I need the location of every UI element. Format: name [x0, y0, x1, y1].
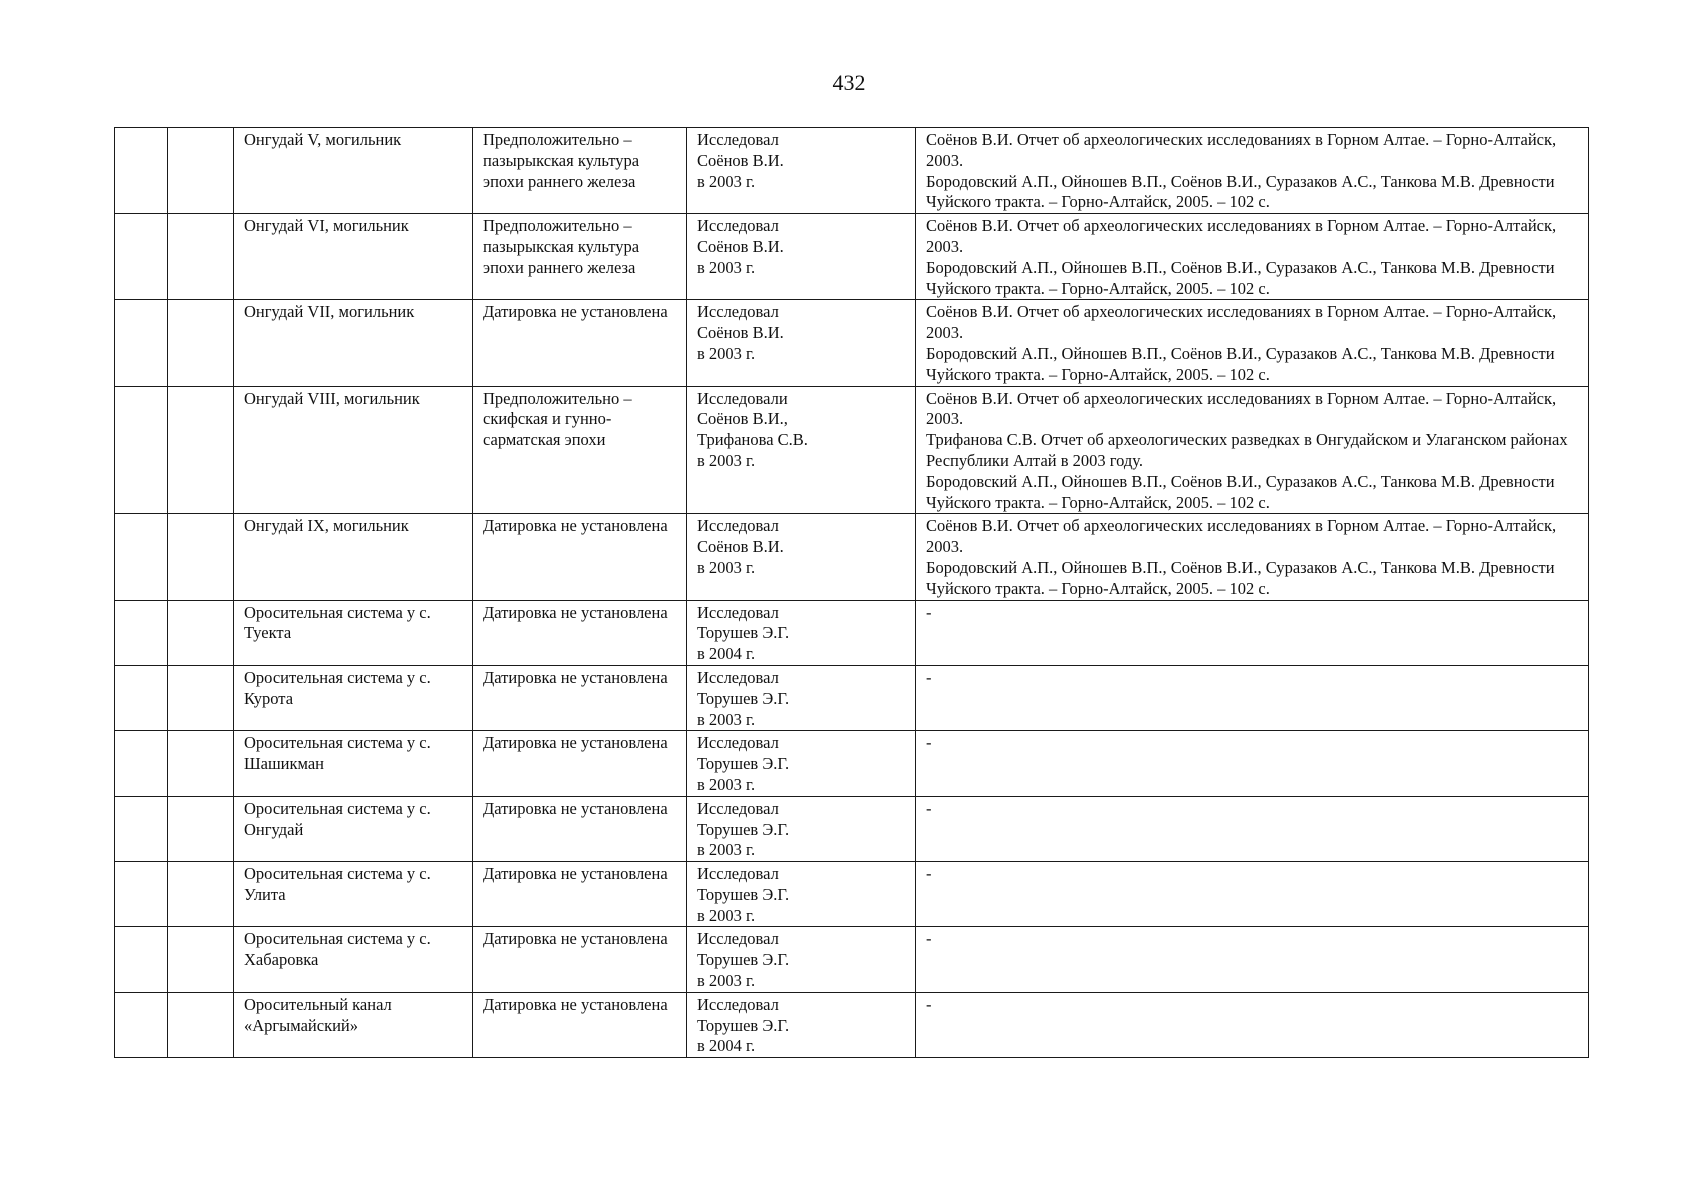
reference-entry: Соёнов В.И. Отчет об археологических исследованиях в Горном Алтае. – Горно-Алтайск, 2003.	[926, 302, 1557, 343]
references-cell	[916, 862, 1589, 927]
references-cell	[916, 796, 1589, 861]
dating-cell: Датировка не установлена	[473, 600, 687, 665]
reference-entry: -	[926, 994, 932, 1014]
research-line: в 2003 г.	[697, 709, 756, 729]
reference-entry: -	[926, 733, 932, 753]
research-line: Торушев Э.Г.	[697, 819, 790, 839]
research-line: в 2003 г.	[697, 840, 756, 860]
table-row	[115, 600, 1589, 665]
research-cell	[687, 600, 916, 665]
monument-name-cell: Онгудай VI, могильник	[234, 214, 473, 300]
research-line: Исследовал	[697, 864, 779, 884]
research-line: в 2003 г.	[697, 905, 756, 925]
reference-entry: Бородовский А.П., Ойношев В.П., Соёнов В.И., Суразаков А.С., Танкова М.В. Древности Чуйского тракта. – Горно-Алтайск, 2005. – 102 с.	[926, 257, 1555, 298]
table-row	[115, 862, 1589, 927]
table-row	[115, 386, 1589, 514]
monument-name-cell: Оросительная система у с. Онгудай	[234, 796, 473, 861]
research-line: в 2003 г.	[697, 557, 756, 577]
references-cell	[916, 128, 1589, 214]
research-line: Исследовал	[697, 302, 779, 322]
research-line: Исследовал	[697, 602, 779, 622]
dating-cell: Датировка не установлена	[473, 796, 687, 861]
index-cell	[115, 665, 168, 730]
index-cell	[115, 600, 168, 665]
reference-entry: Бородовский А.П., Ойношев В.П., Соёнов В.И., Суразаков А.С., Танкова М.В. Древности Чуйского тракта. – Горно-Алтайск, 2005. – 102 с.	[926, 171, 1555, 212]
table-row	[115, 927, 1589, 992]
references-cell	[916, 927, 1589, 992]
research-line: Исследовали	[697, 388, 788, 408]
research-cell	[687, 665, 916, 730]
index-cell	[115, 862, 168, 927]
references-cell	[916, 300, 1589, 386]
reference-entry: -	[926, 929, 932, 949]
page-number: 432	[832, 70, 866, 95]
reference-entry: -	[926, 667, 932, 687]
reference-entry: -	[926, 864, 932, 884]
dating-cell: Датировка не установлена	[473, 731, 687, 796]
research-line: Исследовал	[697, 667, 779, 687]
number-cell	[168, 731, 234, 796]
table-row	[115, 665, 1589, 730]
research-cell	[687, 992, 916, 1057]
research-line: в 2003 г.	[697, 171, 756, 191]
dating-cell: Датировка не установлена	[473, 992, 687, 1057]
index-cell	[115, 514, 168, 600]
number-cell	[168, 796, 234, 861]
index-cell	[115, 386, 168, 514]
research-line: Торушев Э.Г.	[697, 623, 790, 643]
reference-entry: Соёнов В.И. Отчет об археологических исследованиях в Горном Алтае. – Горно-Алтайск, 2003.	[926, 216, 1557, 256]
references-cell	[916, 214, 1589, 300]
dating-cell: Предположительно – скифская и гунно-сарматская эпохи	[473, 386, 687, 514]
index-cell	[115, 992, 168, 1057]
index-cell	[115, 796, 168, 861]
table-row	[115, 128, 1589, 214]
number-cell	[168, 665, 234, 730]
research-line: в 2003 г.	[697, 257, 756, 277]
research-line: Соёнов В.И.	[697, 236, 784, 256]
reference-entry: Соёнов В.И. Отчет об археологических исследованиях в Горном Алтае. – Горно-Алтайск, 2003.	[926, 388, 1557, 429]
research-line: Соёнов В.И.	[697, 537, 784, 557]
research-line: Торушев Э.Г.	[697, 884, 790, 904]
reference-entry: -	[926, 602, 932, 622]
research-line: в 2004 г.	[697, 1036, 756, 1056]
monument-name-cell: Онгудай IX, могильник	[234, 514, 473, 600]
research-cell	[687, 386, 916, 514]
number-cell	[168, 862, 234, 927]
research-line: Соёнов В.И.	[697, 323, 784, 343]
monument-name-cell: Оросительная система у с. Шашикман	[234, 731, 473, 796]
research-line: Соёнов В.И.	[697, 150, 784, 170]
number-cell	[168, 300, 234, 386]
research-line: Исследовал	[697, 994, 779, 1014]
number-cell	[168, 927, 234, 992]
references-cell	[916, 731, 1589, 796]
research-line: Исследовал	[697, 216, 779, 236]
number-cell	[168, 600, 234, 665]
table-row	[115, 300, 1589, 386]
reference-entry: Трифанова С.В. Отчет об археологических разведках в Онгудайском и Улаганском районах Республики Алтай в 2003 году.	[926, 430, 1568, 470]
research-line: Торушев Э.Г.	[697, 688, 790, 708]
research-line: Исследовал	[697, 130, 779, 149]
research-line: Трифанова С.В.	[697, 430, 808, 450]
table-row	[115, 214, 1589, 300]
research-line: Исследовал	[697, 798, 779, 818]
monument-name-cell: Оросительная система у с. Туекта	[234, 600, 473, 665]
table-row	[115, 796, 1589, 861]
dating-cell: Датировка не установлена	[473, 300, 687, 386]
monuments-table	[114, 127, 1589, 1058]
monument-name-cell: Оросительная система у с. Хабаровка	[234, 927, 473, 992]
monument-name-cell: Оросительная система у с. Улита	[234, 862, 473, 927]
research-line: в 2003 г.	[697, 971, 756, 991]
research-line: Исследовал	[697, 733, 779, 753]
monument-name-cell: Онгудай VIII, могильник	[234, 386, 473, 514]
monument-name-cell: Онгудай VII, могильник	[234, 300, 473, 386]
number-cell	[168, 386, 234, 514]
research-line: в 2003 г.	[697, 343, 756, 363]
number-cell	[168, 992, 234, 1057]
dating-cell: Предположительно – пазырыкская культура эпохи раннего железа	[473, 128, 687, 214]
research-cell	[687, 300, 916, 386]
research-cell	[687, 214, 916, 300]
research-line: Торушев Э.Г.	[697, 754, 790, 774]
reference-entry: Соёнов В.И. Отчет об археологических исследованиях в Горном Алтае. – Горно-Алтайск, 2003.	[926, 516, 1557, 557]
number-cell	[168, 128, 234, 214]
reference-entry: -	[926, 798, 932, 818]
references-cell	[916, 665, 1589, 730]
research-line: Исследовал	[697, 516, 779, 536]
monument-name-cell: Оросительный канал «Аргымайский»	[234, 992, 473, 1057]
research-line: в 2003 г.	[697, 774, 756, 794]
research-cell	[687, 862, 916, 927]
index-cell	[115, 731, 168, 796]
research-cell	[687, 927, 916, 992]
references-cell	[916, 992, 1589, 1057]
reference-entry: Соёнов В.И. Отчет об археологических исследованиях в Горном Алтае. – Горно-Алтайск, 2003.	[926, 130, 1557, 170]
number-cell	[168, 514, 234, 600]
references-cell	[916, 386, 1589, 514]
reference-entry: Бородовский А.П., Ойношев В.П., Соёнов В.И., Суразаков А.С., Танкова М.В. Древности Чуйского тракта. – Горно-Алтайск, 2005. – 102 с.	[926, 471, 1555, 512]
references-cell	[916, 600, 1589, 665]
index-cell	[115, 214, 168, 300]
number-cell	[168, 214, 234, 300]
research-line: Соёнов В.И.,	[697, 409, 788, 429]
index-cell	[115, 300, 168, 386]
dating-cell: Датировка не установлена	[473, 514, 687, 600]
research-cell	[687, 731, 916, 796]
research-line: в 2004 г.	[697, 644, 756, 664]
research-line: Исследовал	[697, 929, 779, 949]
dating-cell: Предположительно – пазырыкская культура эпохи раннего железа	[473, 214, 687, 300]
table-row	[115, 514, 1589, 600]
research-line: Торушев Э.Г.	[697, 950, 790, 970]
index-cell	[115, 128, 168, 214]
dating-cell: Датировка не установлена	[473, 862, 687, 927]
monument-name-cell: Онгудай V, могильник	[234, 128, 473, 214]
table-row	[115, 992, 1589, 1057]
research-cell	[687, 514, 916, 600]
dating-cell: Датировка не установлена	[473, 927, 687, 992]
reference-entry: Бородовский А.П., Ойношев В.П., Соёнов В.И., Суразаков А.С., Танкова М.В. Древности Чуйского тракта. – Горно-Алтайск, 2005. – 102 с.	[926, 557, 1555, 598]
research-cell	[687, 796, 916, 861]
monument-name-cell: Оросительная система у с. Курота	[234, 665, 473, 730]
table-row	[115, 731, 1589, 796]
dating-cell: Датировка не установлена	[473, 665, 687, 730]
research-line: в 2003 г.	[697, 450, 756, 470]
index-cell	[115, 927, 168, 992]
research-line: Торушев Э.Г.	[697, 1015, 790, 1035]
research-cell	[687, 128, 916, 214]
reference-entry: Бородовский А.П., Ойношев В.П., Соёнов В.И., Суразаков А.С., Танкова М.В. Древности Чуйского тракта. – Горно-Алтайск, 2005. – 102 с.	[926, 343, 1555, 384]
references-cell	[916, 514, 1589, 600]
monuments-table-body	[115, 128, 1589, 1058]
